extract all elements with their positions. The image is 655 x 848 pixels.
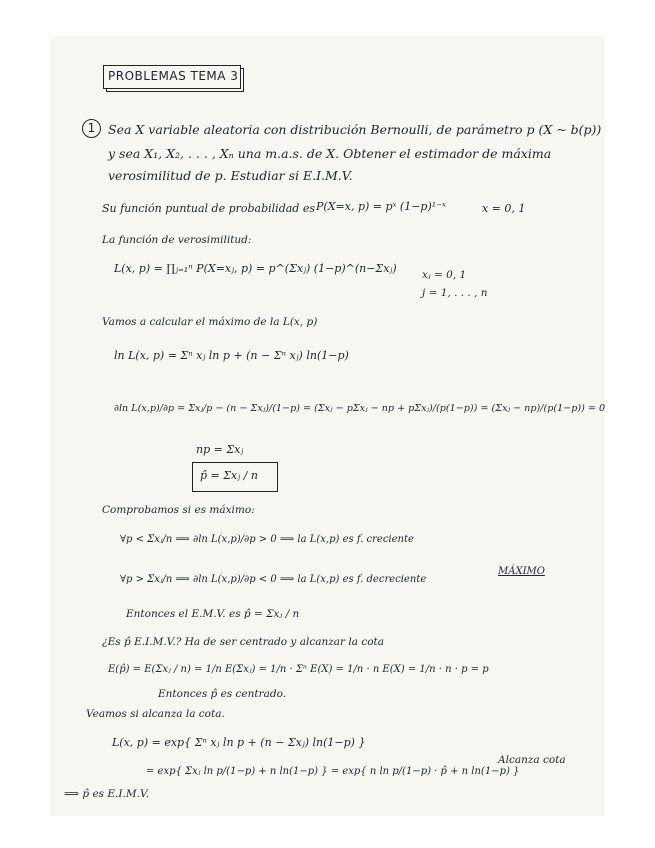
check-decreasing: ∀p > Σxⱼ/n ⟹ ∂ln L(x,p)/∂p < 0 ⟹ la L(x,p) es f. decreciente xyxy=(120,574,427,585)
log-likelihood: ln L(x, p) = Σⁿ xⱼ ln p + (n − Σⁿ xⱼ) ln(1−p) xyxy=(114,349,349,362)
statement-line-3: verosimilitud de p. Estudiar si E.I.M.V. xyxy=(108,168,353,183)
problem-number-circle: 1 xyxy=(82,119,101,138)
alcanza-cota: Alcanza cota xyxy=(498,754,566,766)
likelihood-text: La función de verosimilitud: xyxy=(102,234,252,246)
likelihood-support-2: j = 1, . . . , n xyxy=(422,287,488,299)
notebook-page xyxy=(50,36,605,816)
pmf-text: Su función puntual de probabilidad es xyxy=(102,202,315,215)
maximo-label: MÁXIMO xyxy=(498,566,545,577)
centered-text: Entonces p̂ es centrado. xyxy=(158,688,287,700)
cota-text: Veamos si alcanza la cota. xyxy=(86,708,225,720)
eimv-question: ¿Es p̂ E.I.M.V.? Ha de ser centrado y alcanzar la cota xyxy=(102,636,385,648)
max-text: Vamos a calcular el máximo de la L(x, p) xyxy=(102,316,318,328)
conclusion: ⟹ p̂ es E.I.M.V. xyxy=(64,788,150,800)
exp-line-2: = exp{ Σxⱼ ln p/(1−p) + n ln(1−p) } = exp{ n ln p/(1−p) · p̂ + n ln(1−p) } xyxy=(146,766,520,777)
exp-line-1: L(x, p) = exp{ Σⁿ xⱼ ln p + (n − Σxⱼ) ln(1−p) } xyxy=(112,736,366,749)
likelihood-support-1: xⱼ = 0, 1 xyxy=(422,269,467,281)
page-title: PROBLEMAS TEMA 3 xyxy=(108,69,239,83)
derivative-equation: ∂ln L(x,p)/∂p = Σxⱼ/p − (n − Σxⱼ)/(1−p) = (Σxⱼ − pΣxⱼ − np + pΣxⱼ)/(p(1−p)) = (Σxⱼ − np)/(p(1−p)) = 0 xyxy=(114,403,606,414)
statement-line-2: y sea X₁, X₂, . . . , Xₙ una m.a.s. de X. Obtener el estimador de máxima xyxy=(108,146,552,161)
statement-line-1: Sea X variable aleatoria con distribución Bernoulli, de parámetro p (X ~ b(p)) xyxy=(108,122,602,137)
np-equation: np = Σxⱼ xyxy=(196,443,244,456)
estimator-formula: p̂ = Σxⱼ / n xyxy=(200,469,258,482)
check-increasing: ∀p < Σxⱼ/n ⟹ ∂ln L(x,p)/∂p > 0 ⟹ la L(x,p) es f. creciente xyxy=(120,534,414,545)
pmf-formula: P(X=x, p) = pˣ (1−p)¹⁻ˣ xyxy=(316,200,446,213)
pmf-support: x = 0, 1 xyxy=(482,202,526,215)
expectation-equation: E(p̂) = E(Σxⱼ / n) = 1/n E(Σxⱼ) = 1/n · Σⁿ E(X) = 1/n · n E(X) = 1/n · n · p = p xyxy=(108,664,489,675)
emv-text: Entonces el E.M.V. es p̂ = Σxⱼ / n xyxy=(126,608,300,620)
check-text: Comprobamos si es máximo: xyxy=(102,504,255,516)
likelihood-formula: L(x, p) = ∏ⱼ₌₁ⁿ P(X=xⱼ, p) = p^(Σxⱼ) (1−p)^(n−Σxⱼ) xyxy=(114,262,397,275)
